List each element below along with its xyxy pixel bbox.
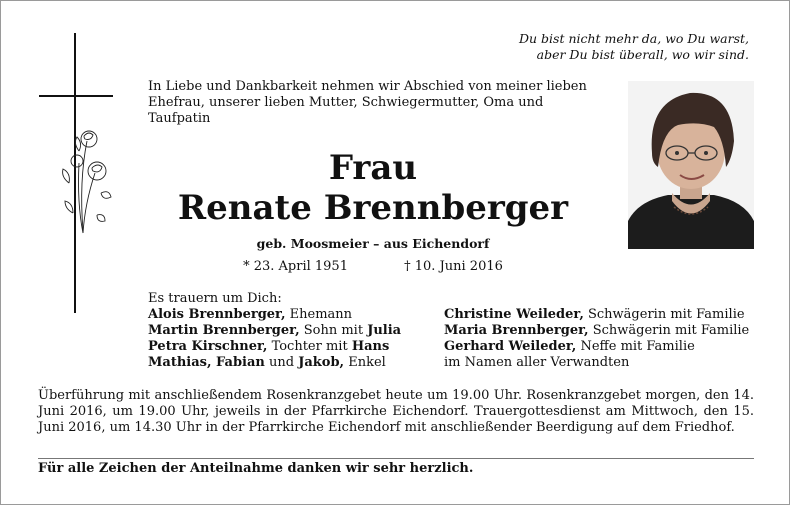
mourner-relation-suffix: Enkel [344, 355, 386, 370]
mourner-relation: Schwägerin mit Familie [583, 307, 745, 322]
mourner-name: Mathias, Fabian [148, 355, 265, 370]
funeral-details: Überführung mit anschließendem Rosenkranzgebet heute um 19.00 Uhr. Rosenkranzgebet morgen, den 14. Juni 2016, um 19.00 Uhr, jeweils in der Pfarrkirche Eichendorf. Trauergottesdienst am Mittwoch, den 15. Juni 2016, um 14.30 Uhr in der Pfarrkirche Eichendorf mit anschließender Beerdigung auf dem Friedhof. [38, 388, 754, 435]
mourner-relation: im Namen aller Verwandten [444, 355, 630, 370]
motto-line-2: aber Du bist überall, wo wir sind. [536, 47, 749, 62]
mourner-relation: Tochter mit [267, 339, 352, 354]
birth-date: * 23. April 1951 [243, 259, 348, 274]
mourner-name: Christine Weileder, [444, 307, 584, 322]
mourner-name: Petra Kirschner, [148, 339, 268, 354]
intro-text: In Liebe und Dankbarkeit nehmen wir Abschied von meiner lieben Ehefrau, unserer lieben Mutter, Schwiegermutter, Oma und Taufpatin [148, 79, 587, 126]
mourner-name: Martin Brennberger, [148, 323, 300, 338]
mourner-name: Alois Brennberger, [148, 307, 286, 322]
mourner-relation: Neffe mit Familie [576, 339, 695, 354]
mourner-line [148, 355, 438, 371]
mourners-left-column [148, 307, 438, 371]
life-dates [148, 259, 598, 275]
mourner-line [148, 323, 438, 339]
motto-quote [519, 31, 749, 63]
deceased-name: Renate Brennberger [177, 188, 569, 228]
mourner-relation: Schwägerin mit Familie [588, 323, 750, 338]
deceased-salutation: Frau [328, 148, 418, 188]
mourner-line [444, 355, 764, 371]
mourner-line [444, 307, 764, 323]
portrait-photo [628, 81, 754, 249]
birth-info: geb. Moosmeier – aus Eichendorf [256, 236, 490, 251]
mourner-name: Maria Brennberger, [444, 323, 589, 338]
motto-line-1: Du bist nicht mehr da, wo Du warst, [519, 31, 749, 46]
mourner-partner: Hans [351, 339, 390, 354]
mourner-relation: und [264, 355, 299, 370]
death-date: † 10. Juni 2016 [404, 259, 503, 274]
mourner-name: Gerhard Weileder, [444, 339, 577, 354]
mourner-relation: Ehemann [285, 307, 353, 322]
thanks-line: Für alle Zeichen der Anteilnahme danken wir sehr herzlich. [38, 461, 474, 476]
cross-with-roses-icon [39, 33, 119, 313]
mourners-right-column [444, 307, 764, 371]
mourner-line [444, 339, 764, 355]
mourner-partner: Jakob, [298, 355, 345, 370]
mourner-relation: Sohn mit [299, 323, 368, 338]
mourner-line [444, 323, 764, 339]
divider [38, 458, 754, 459]
mourner-line [148, 307, 438, 323]
mourners-heading: Es trauern um Dich: [148, 291, 282, 306]
mourner-line [148, 339, 438, 355]
mourner-partner: Julia [367, 323, 402, 338]
